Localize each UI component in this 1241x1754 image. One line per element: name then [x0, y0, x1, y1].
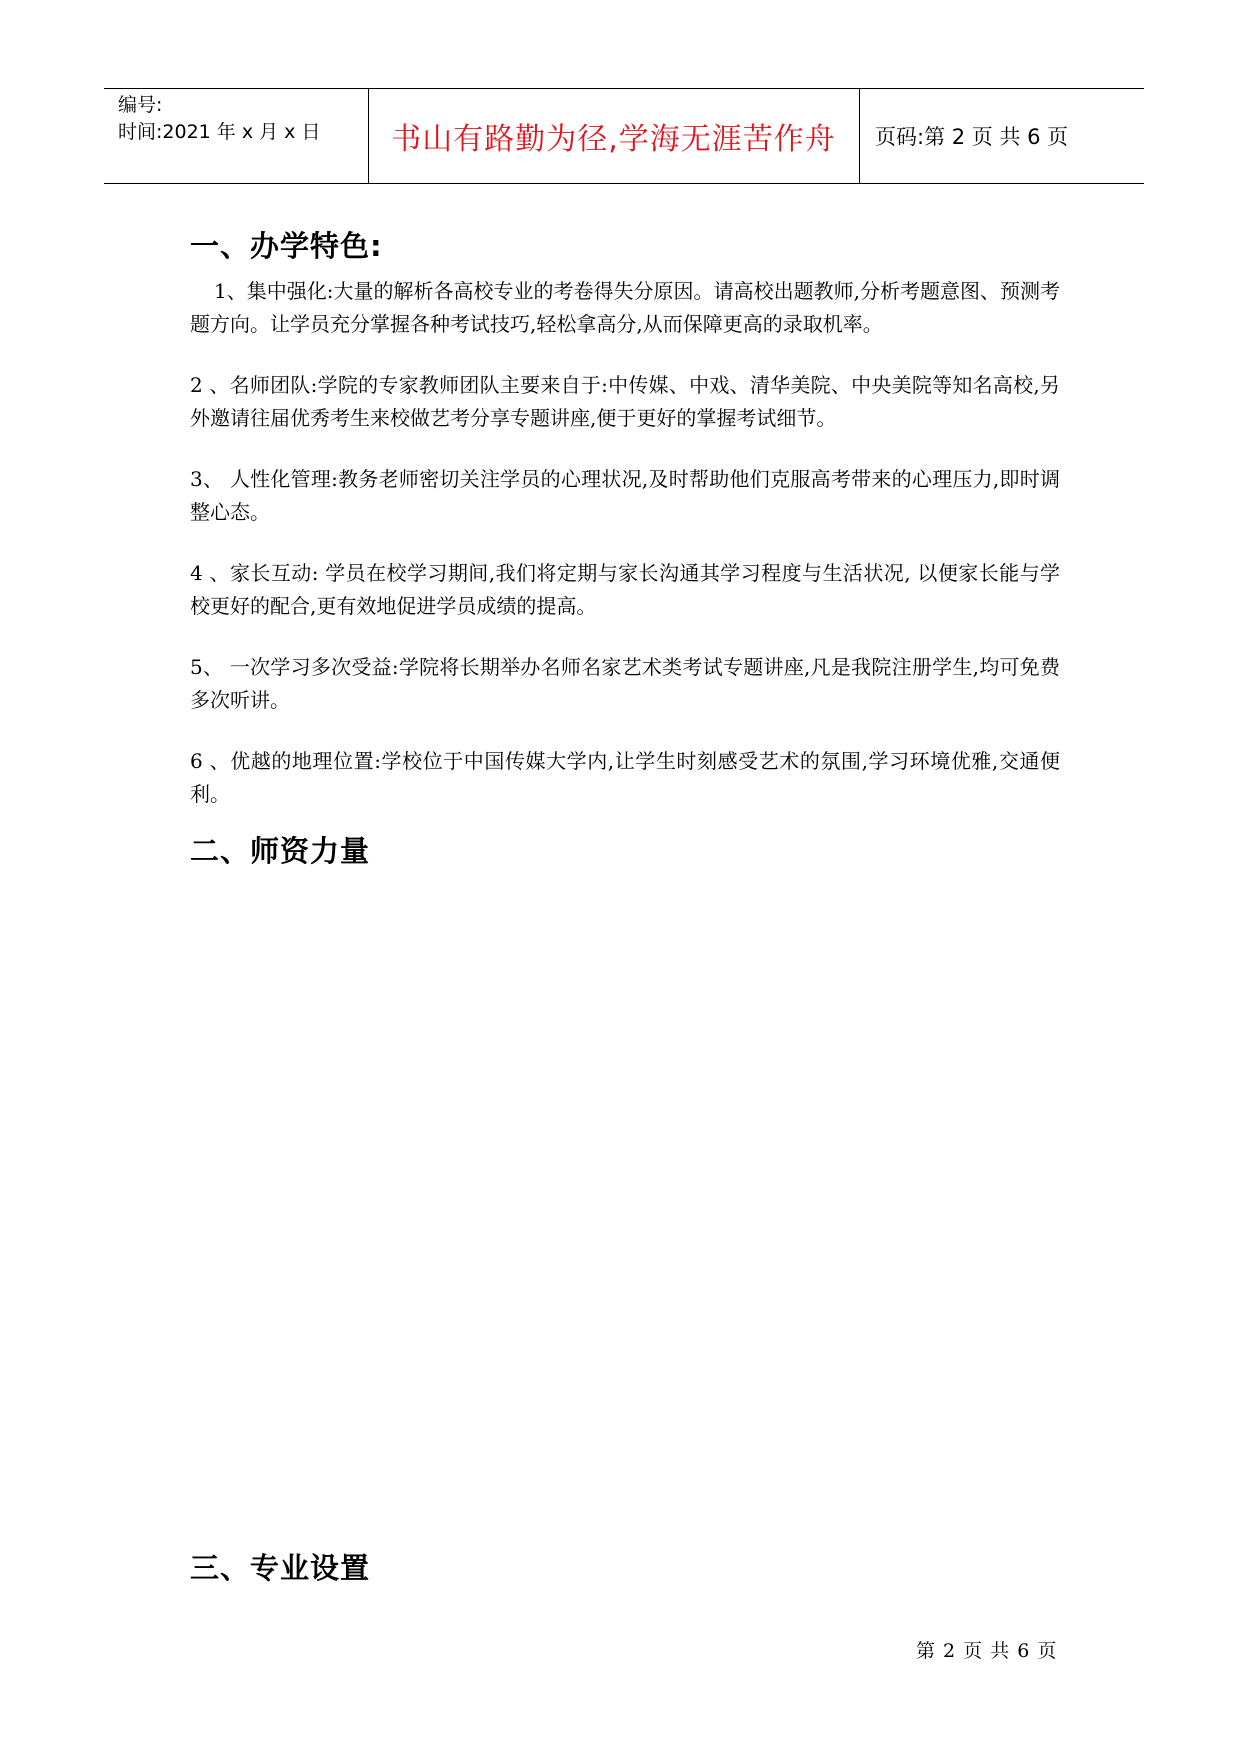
header-page-number: 页码:第 2 页 共 6 页 — [875, 125, 1069, 149]
feature-paragraph — [190, 651, 1060, 717]
header-motto: 书山有路勤为径,学海无涯苦作舟 — [391, 122, 836, 157]
feature-text: 4 、家长互动: 学员在校学习期间,我们将定期与家长沟通其学习程度与生活状况, 以便家长能与学校更好的配合,更有效地促进学员成绩的提高。 — [190, 561, 1060, 618]
document-time-label: 时间:2021 年 x 月 x 日 — [118, 121, 321, 143]
feature-text: 2 、名师团队:学院的专家教师团队主要来自于:中传媒、中戏、清华美院、中央美院等知名高校,另外邀请往届优秀考生来校做艺考分享专题讲座,便于更好的掌握考试细节。 — [190, 373, 1060, 430]
feature-text: 6 、优越的地理位置:学校位于中国传媒大学内,让学生时刻感受艺术的氛围,学习环境优雅,交通便利。 — [190, 749, 1060, 806]
section-title-faculty: 二、师资力量 — [190, 834, 371, 868]
feature-paragraph — [190, 369, 1060, 435]
page-footer: 第 2 页 共 6 页 — [916, 1640, 1058, 1662]
document-number-label: 编号: — [118, 94, 163, 116]
feature-paragraph — [190, 745, 1060, 811]
feature-text: 5、 一次学习多次受益:学院将长期举办名师名家艺术类考试专题讲座,凡是我院注册学生,均可免费多次听讲。 — [190, 655, 1060, 712]
header-meta — [118, 89, 368, 183]
page-header — [104, 88, 1144, 184]
section-title-majors: 三、专业设置 — [190, 1551, 371, 1585]
feature-paragraph — [190, 463, 1060, 529]
section-title-features: 一、办学特色: — [190, 229, 383, 263]
feature-paragraph — [190, 275, 1060, 341]
feature-text: 1、集中强化:大量的解析各高校专业的考卷得失分原因。请高校出题教师,分析考题意图、预测考题方向。让学员充分掌握各种考试技巧,轻松拿高分,从而保障更高的录取机率。 — [190, 279, 1060, 336]
feature-paragraph — [190, 557, 1060, 623]
feature-text: 3、 人性化管理:教务老师密切关注学员的心理状况,及时帮助他们克服高考带来的心理压力,即时调整心态。 — [190, 467, 1060, 524]
